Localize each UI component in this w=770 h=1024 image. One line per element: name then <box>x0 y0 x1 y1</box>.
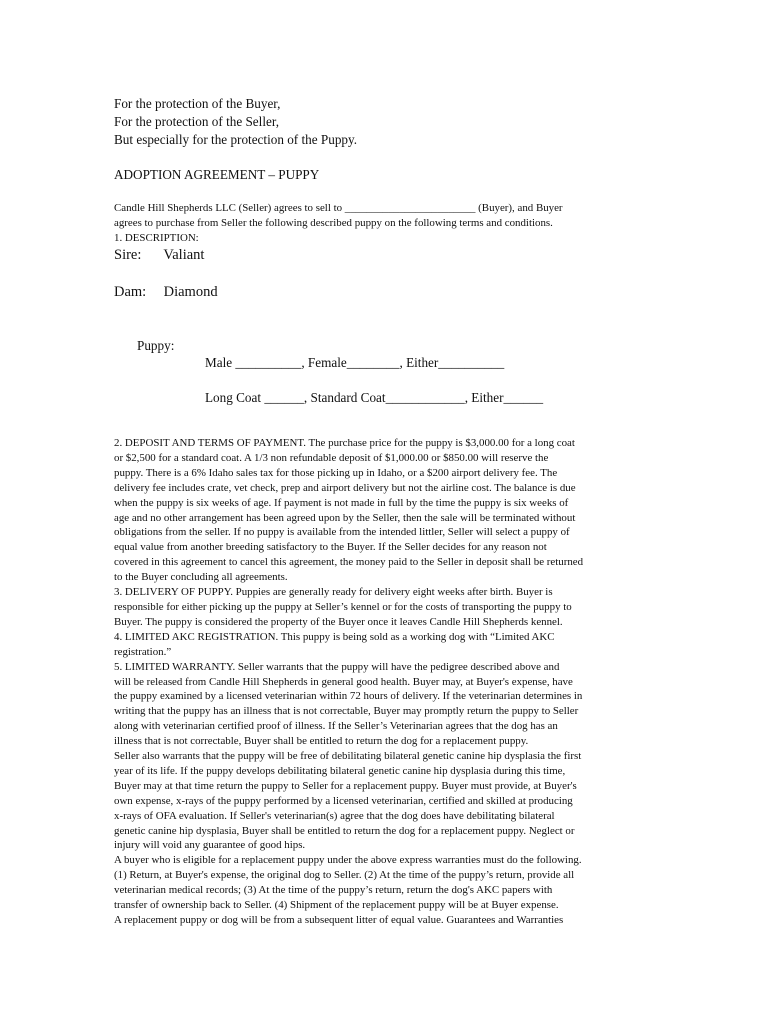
parties-line: agrees to purchase from Seller the following described puppy on the following terms and conditions. <box>114 217 553 229</box>
terms-line: equal value from another breeding satisfactory to the Buyer. If the Seller decides for any reason not <box>114 541 547 554</box>
terms-line: illness that is not correctable, Buyer shall be entitled to return the dog for a replacement puppy. <box>114 735 529 748</box>
dam-row <box>114 283 218 301</box>
sire-label: Sire: <box>114 247 142 263</box>
puppy-label: Puppy: <box>137 338 175 353</box>
sire-value: Valiant <box>163 247 205 263</box>
terms-line: along with veterinarian certified proof of illness. If the Seller’s Veterinarian agrees that the dog has an <box>114 720 558 733</box>
dam-value: Diamond <box>163 284 218 300</box>
terms-line: A buyer who is eligible for a replacement puppy under the above express warranties must do the following. <box>114 854 582 867</box>
terms-line: Seller also warrants that the puppy will be free of debilitating bilateral genetic canine hip dysplasia the first <box>114 750 582 763</box>
terms-line: registration.” <box>114 645 172 658</box>
terms-line: injury will void any guarantee of good hips. <box>114 839 306 852</box>
terms-line: genetic canine hip dysplasia, Buyer shall be entitled to return the dog for a replacement puppy. Neglect or <box>114 824 575 837</box>
terms-line: Buyer may at that time return the puppy to Seller for a replacement puppy. Buyer must provide, at Buyer's <box>114 779 577 792</box>
terms-line: Buyer. The puppy is considered the property of the Buyer once it leaves Candle Hill Shepherds kennel. <box>114 615 563 628</box>
terms-line: (1) Return, at Buyer's expense, the original dog to Seller. (2) At the time of the puppy’s return, provide all <box>114 869 575 882</box>
dam-label: Dam: <box>114 284 147 300</box>
document-title: ADOPTION AGREEMENT – PUPPY <box>114 167 320 182</box>
terms-line: 4. LIMITED AKC REGISTRATION. This puppy is being sold as a working dog with “Limited AKC <box>114 630 555 643</box>
intro-line-puppy: But especially for the protection of the Puppy. <box>114 132 358 147</box>
terms-line: year of its life. If the puppy develops debilitating bilateral genetic canine hip dysplasia during this time, <box>114 764 566 777</box>
terms-line: age and no other arrangement has been agreed upon by the Seller, then the sale will be terminated without <box>114 511 576 524</box>
terms-line: when the puppy is six weeks of age. If payment is not made in full by the time the puppy is six weeks of <box>114 496 569 509</box>
sire-row <box>114 246 204 264</box>
terms-line: A replacement puppy or dog will be from a subsequent litter of equal value. Guarantees and Warranties <box>114 914 564 926</box>
terms-line: 3. DELIVERY OF PUPPY. Puppies are generally ready for delivery eight weeks after birth. Buyer is <box>114 586 553 599</box>
description-heading: 1. DESCRIPTION: <box>114 232 199 244</box>
parties-paragraph <box>114 201 674 246</box>
terms-line: to the Buyer concluding all agreements. <box>114 571 288 584</box>
intro-line-buyer: For the protection of the Buyer, <box>114 96 281 111</box>
terms-line: covered in this agreement to cancel this agreement, the money paid to the Seller in deposit shall be returned <box>114 556 584 569</box>
terms-line: puppy. There is a 6% Idaho sales tax for those picking up in Idaho, or a $200 airport delivery fee. The <box>114 466 558 479</box>
terms-line: x-rays of OFA evaluation. If Seller's veterinarian(s) agree that the dog does have debilitating bilateral <box>114 809 555 822</box>
terms-section <box>114 436 674 928</box>
intro-line-seller: For the protection of the Seller, <box>114 114 280 129</box>
terms-line: obligations from the seller. If no puppy is available from the intended littler, Seller will select a puppy of <box>114 526 570 539</box>
terms-line: responsible for either picking up the puppy at Seller’s kennel or for the costs of transporting the puppy to <box>114 600 572 613</box>
puppy-sex-options: Male __________, Female________, Either__________ <box>205 355 505 370</box>
terms-line: delivery fee includes crate, vet check, prep and airport delivery but not the airline cost. The balance is due <box>114 481 576 494</box>
terms-line: will be released from Candle Hill Shepherds in general good health. Buyer may, at Buyer's expense, have <box>114 675 573 688</box>
terms-line: 2. DEPOSIT AND TERMS OF PAYMENT. The purchase price for the puppy is $3,000.00 for a long coat <box>114 437 575 449</box>
terms-line: own expense, x-rays of the puppy performed by a licensed veterinarian, certified and skilled at producing <box>114 794 573 807</box>
terms-line: or $2,500 for a standard coat. A 1/3 non refundable deposit of $1,000.00 or $850.00 will reserve the <box>114 451 549 464</box>
parties-line: Candle Hill Shepherds LLC (Seller) agrees to sell to ________________________ (Buyer), and Buyer <box>114 202 563 214</box>
terms-line: 5. LIMITED WARRANTY. Seller warrants that the puppy will have the pedigree described above and <box>114 660 560 673</box>
terms-line: writing that the puppy has an illness that is not correctable, Buyer may promptly return the puppy to Seller <box>114 705 579 718</box>
terms-line: veterinarian medical records; (3) At the time of the puppy’s return, return the dog's AKC papers with <box>114 884 553 897</box>
terms-line: the puppy examined by a licensed veterinarian within 72 hours of delivery. If the veterinarian determines in <box>114 690 583 703</box>
terms-line: transfer of ownership back to Seller. (4) Shipment of the replacement puppy will be at Buyer expense. <box>114 899 559 912</box>
puppy-coat-options: Long Coat ______, Standard Coat____________, Either______ <box>205 390 544 405</box>
protection-statement <box>114 95 357 149</box>
